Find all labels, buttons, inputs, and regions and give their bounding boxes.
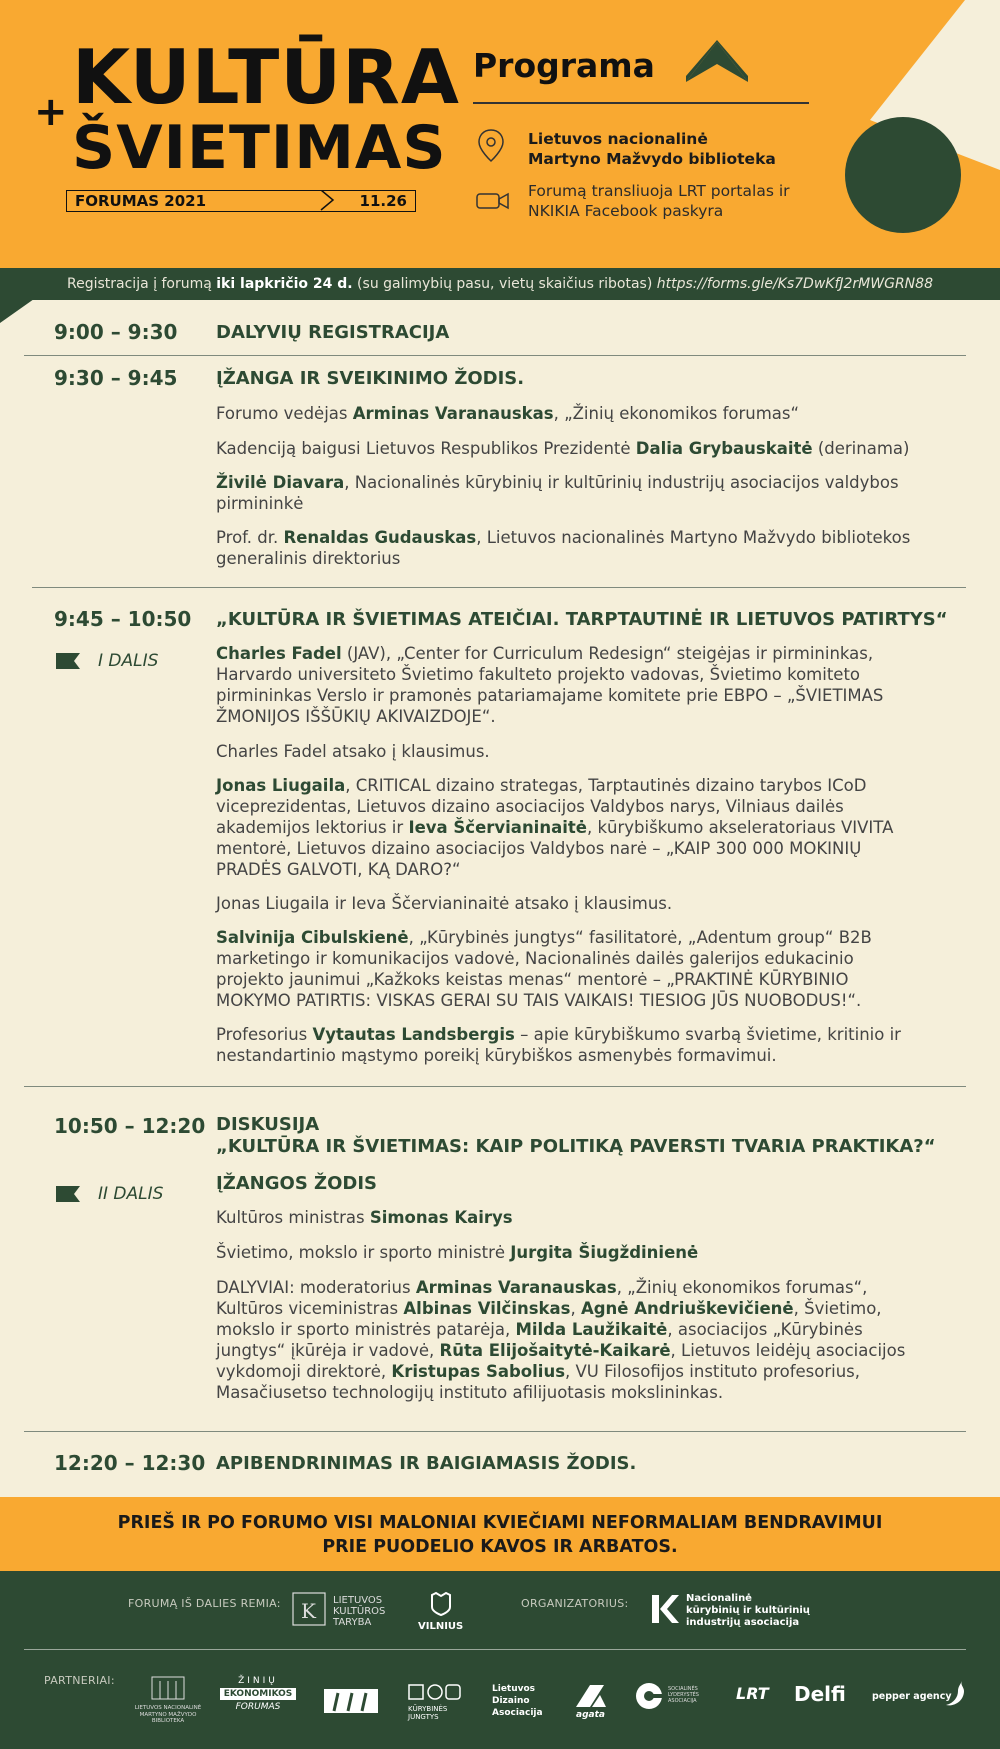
program-title: Programa xyxy=(473,46,655,85)
agata-logo-icon xyxy=(574,1683,608,1709)
ltk-logo-icon xyxy=(291,1591,327,1627)
footer xyxy=(0,1571,1000,1749)
session-title: „KULTŪRA IR ŠVIETIMAS ATEIČIAI. TARPTAUTINĖ IR LIETUVOS PATIRTYS“ xyxy=(216,609,948,630)
divider xyxy=(32,587,966,588)
decorative-shapes xyxy=(830,0,1000,268)
divider xyxy=(24,1431,966,1432)
session-title: APIBENDRINIMAS IR BAIGIAMASIS ŽODIS. xyxy=(216,1453,637,1474)
session-time: 9:30 – 9:45 xyxy=(54,366,178,390)
speaker-line: Prof. dr. Renaldas Gudauskas, Lietuvos nacionalinės Martyno Mažvydo bibliotekos generalinis direktorius xyxy=(216,528,911,568)
forum-date: 11.26 xyxy=(359,192,407,210)
speaker-block: Jonas Liugaila, CRITICAL dizaino strategas, Tarptautinės dizaino tarybos ICoD viceprezidentas, Lietuvos dizaino asociacijos Valdybos narys, Vilniaus dailės akademijos lektorius ir Ieva Ščervianinaitė, kūrybiškumo akseleratoriaus VIVITA mentorė, Lietuvos dizaino asociacijos Valdybos narė – „KAIP 300 000 MOKINIŲ PRADĖS GALVOTI, KĄ DARO?“ xyxy=(216,776,894,879)
corner-triangle xyxy=(0,299,34,323)
speaker-block: Charles Fadel (JAV), „Center for Curriculum Redesign“ steigėjas ir pirmininkas, Harvardo universiteto Švietimo fakulteto projekto vadovas, Švietimo komiteto pirmininkas Verslo ir pramonės patariamajame komitete prie EBPO – „ŠVIETIMAS ŽMONIJOS IŠŠŪKIŲ AKIVAIZDOJE“. xyxy=(216,644,884,726)
organizer-label: ORGANIZATORIUS: xyxy=(521,1597,629,1610)
logo-kultura: KULTŪRA xyxy=(72,33,460,121)
kj-logo: KŪRYBINĖS JUNGTYS xyxy=(408,1705,448,1721)
session-time: 12:20 – 12:30 xyxy=(54,1451,206,1475)
lda-logo: Lietuvos Dizaino Asociacija xyxy=(492,1684,543,1718)
vilnius-logo: VILNIUS xyxy=(418,1621,464,1632)
divider xyxy=(24,355,966,356)
session-subtitle: ĮŽANGOS ŽODIS xyxy=(216,1173,378,1194)
ldm-logo-icon xyxy=(324,1689,378,1713)
session-title: DALYVIŲ REGISTRACIJA xyxy=(216,322,450,343)
forum-label: FORUMAS 2021 xyxy=(75,192,207,210)
speaker-block: Charles Fadel atsako į klausimus. xyxy=(216,742,490,761)
nkikia-logo: Nacionalinė kūrybinių ir kultūrinių industrijų asociacija xyxy=(686,1593,810,1628)
speaker-line: Kadenciją baigusi Lietuvos Respublikos Prezidentė Dalia Grybauskaitė (derinama) xyxy=(216,439,910,458)
lrt-logo: LRT xyxy=(736,1684,769,1703)
partners-label: PARTNERIAI: xyxy=(44,1674,115,1687)
registration-bar: Registracija į forumą iki lapkričio 24 d. (su galimybių pasu, vietų skaičius ribotas) https://forms.gle/Ks7DwKfJ2rMWGRN88 xyxy=(0,268,1000,300)
video-camera-icon xyxy=(476,191,510,211)
session-title: DISKUSIJA „KULTŪRA IR ŠVIETIMAS: KAIP POLITIKĄ PAVERSTI TVARIA PRAKTIKA?“ xyxy=(216,1114,936,1157)
sla-logo-icon xyxy=(634,1681,664,1711)
pepper-logo: pepper agency xyxy=(872,1691,952,1702)
speaker-line: Forumo vedėjas Arminas Varanauskas, „Žinių ekonomikos forumas“ xyxy=(216,404,800,423)
program-title-underline xyxy=(473,102,809,104)
speaker-block: Profesorius Vytautas Landsbergis – apie kūrybiškumo svarbą švietime, kritinio ir nestandartinio mąstymo poreikį kūrybiškos asmenybės formavimui. xyxy=(216,1025,901,1065)
session-time: 10:50 – 12:20 xyxy=(54,1114,206,1138)
chevron-up-icon xyxy=(686,40,748,82)
session-title: ĮŽANGA IR SVEIKINIMO ŽODIS. xyxy=(216,368,525,389)
arrow-divider-icon xyxy=(319,190,335,212)
speaker-line: Živilė Diavara, Nacionalinės kūrybinių ir kultūrinių industrijų asociacijos valdybos pirmininkė xyxy=(216,473,899,513)
speaker-block: Jonas Liugaila ir Ieva Ščervianinaitė atsako į klausimus. xyxy=(216,894,673,913)
header-banner xyxy=(0,0,1000,268)
divider xyxy=(24,1086,966,1087)
part-label: I DALIS xyxy=(56,653,80,673)
support-label: FORUMĄ IŠ DALIES REMIA: xyxy=(128,1597,281,1610)
pepper-icon xyxy=(944,1679,970,1709)
lnb-logo: LIETUVOS NACIONALINĖ MARTYNO MAŽVYDO BIBLIOTEKA xyxy=(134,1705,202,1724)
location-text: Lietuvos nacionalinė Martyno Mažvydo biblioteka xyxy=(528,130,776,168)
zef-logo: ŽINIŲ EKONOMIKOS FORUMAS xyxy=(220,1675,296,1713)
nkikia-logo-icon xyxy=(650,1593,680,1625)
delfi-logo: Delfi xyxy=(794,1682,846,1706)
logo-svietimas: ŠVIETIMAS xyxy=(72,113,447,183)
footer-divider xyxy=(24,1649,966,1650)
closing-banner: PRIEŠ IR PO FORUMO VISI MALONIAI KVIEČIAMI NEFORMALIAM BENDRAVIMUI PRIE PUODELIO KAVOS IR ARBATOS. xyxy=(0,1497,1000,1571)
svg-text:K: K xyxy=(301,1599,316,1623)
broadcast-text: Forumą transliuoja LRT portalas ir NKIKIA Facebook paskyra xyxy=(528,182,790,220)
agata-logo: agata xyxy=(576,1710,605,1720)
speaker-line: Švietimo, mokslo ir sporto ministrė Jurgita Šiugždinienė xyxy=(216,1243,699,1262)
kj-logo-icon xyxy=(408,1683,462,1703)
registration-link[interactable]: https://forms.gle/Ks7DwKfJ2rMWGRN88 xyxy=(656,276,933,292)
ltk-logo: LIETUVOS KULTŪROS TARYBA xyxy=(333,1595,386,1628)
location-pin-icon xyxy=(476,128,506,164)
participants-block: DALYVIAI: moderatorius Arminas Varanauskas, „Žinių ekonomikos forumas“, Kultūros viceministras Albinas Vilčinskas, Agnė Andriuškevičienė, Švietimo, mokslo ir sporto ministrės patarėja, Milda Laužikaitė, asociacijos „Kūrybinės jungtys“ įkūrėja ir vadovė, Rūta Elijošaitytė-Kaikarė, Lietuvos leidėjų asociacijos vykdomoji direktorė, Kristupas Sabolius, VU Filosofijos instituto profesorius, Masačiusetso technologijų instituto afilijuotasis mokslininkas. xyxy=(216,1278,906,1402)
session-time: 9:45 – 10:50 xyxy=(54,607,192,631)
flag-icon xyxy=(56,653,80,669)
speaker-block: Salvinija Cibulskienė, „Kūrybinės jungtys“ fasilitatorė, „Adentum group“ B2B marketingo ir komunikacijos vadovė, Nacionalinės dailės galerijos edukacinio projekto jaunimui „Kažkoks keistas menas“ mentorė – „PRAKTINĖ KŪRYBINIO MOKYMO PATIRTIS: VISKAS GERAI SU TAIS VAIKAIS! TIESIOG JŪS NUOBODUS!“. xyxy=(216,928,872,1010)
logo-plus: + xyxy=(34,89,68,135)
speaker-line: Kultūros ministras Simonas Kairys xyxy=(216,1208,513,1227)
forum-date-box xyxy=(66,190,416,212)
vilnius-crest-icon xyxy=(428,1591,454,1617)
part-label: II DALIS xyxy=(56,1186,80,1206)
lnb-logo-icon xyxy=(150,1675,186,1703)
sla-logo: SOCIALINĖS LYDERYSTĖS ASOCIACIJA xyxy=(668,1686,699,1704)
session-time: 9:00 – 9:30 xyxy=(54,320,178,344)
flag-icon xyxy=(56,1186,80,1202)
